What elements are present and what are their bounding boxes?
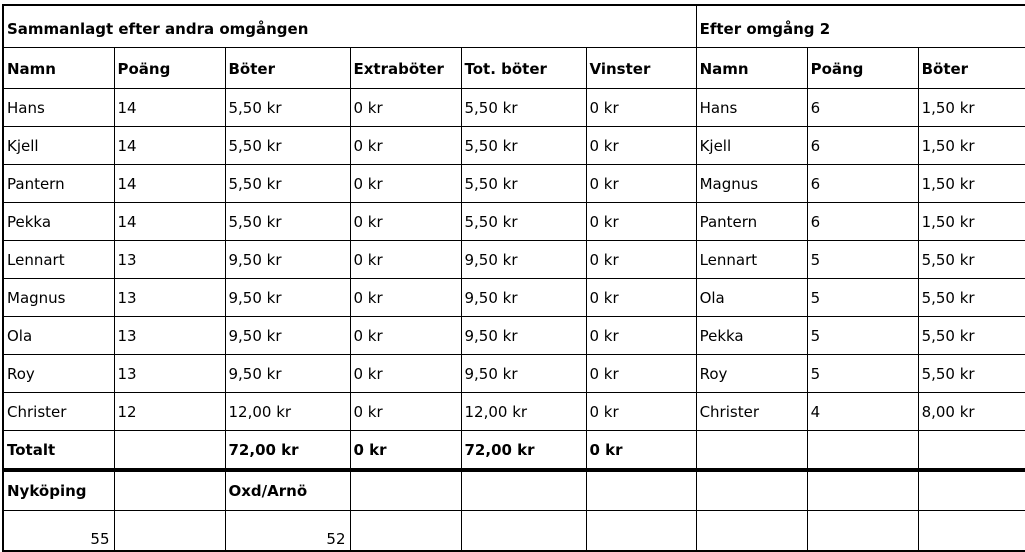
name-cell[interactable]: Hans — [3, 89, 114, 127]
round-points-cell[interactable]: 5 — [807, 279, 918, 317]
header-cell[interactable]: Namn — [3, 48, 114, 89]
totals-total[interactable]: 72,00 kr — [461, 431, 586, 471]
round-name-cell[interactable]: Pekka — [696, 317, 807, 355]
empty-cell[interactable] — [114, 511, 225, 552]
round-name-cell[interactable]: Magnus — [696, 165, 807, 203]
header-cell[interactable]: Tot. böter — [461, 48, 586, 89]
empty-cell[interactable] — [586, 470, 696, 511]
round-name-cell[interactable]: Roy — [696, 355, 807, 393]
round-points-cell[interactable]: 5 — [807, 355, 918, 393]
empty-cell[interactable] — [807, 511, 918, 552]
empty-cell[interactable] — [114, 431, 225, 471]
points-cell[interactable]: 14 — [114, 165, 225, 203]
header-cell[interactable]: Poäng — [114, 48, 225, 89]
wins-cell[interactable]: 0 kr — [586, 317, 696, 355]
table-row — [3, 127, 1025, 165]
empty-cell[interactable] — [114, 470, 225, 511]
totals-extra[interactable]: 0 kr — [350, 431, 461, 471]
section-title-overall[interactable]: Sammanlagt efter andra omgången — [3, 5, 696, 48]
table-row — [3, 393, 1025, 431]
round-points-cell[interactable]: 4 — [807, 393, 918, 431]
fines-cell[interactable]: 5,50 kr — [225, 127, 350, 165]
section-title-round[interactable]: Efter omgång 2 — [696, 5, 1025, 48]
team2-score[interactable]: 52 — [225, 511, 350, 552]
fines-cell[interactable]: 9,50 kr — [225, 355, 350, 393]
points-cell[interactable]: 13 — [114, 355, 225, 393]
round-fines-cell[interactable]: 1,50 kr — [918, 127, 1025, 165]
totals-label[interactable]: Totalt — [3, 431, 114, 471]
extra-fines-cell[interactable]: 0 kr — [350, 165, 461, 203]
round-name-cell[interactable]: Pantern — [696, 203, 807, 241]
empty-cell[interactable] — [696, 431, 807, 471]
team-name-row — [3, 470, 1025, 511]
wins-cell[interactable]: 0 kr — [586, 393, 696, 431]
total-fines-cell[interactable]: 9,50 kr — [461, 241, 586, 279]
round-name-cell[interactable]: Christer — [696, 393, 807, 431]
points-cell[interactable]: 14 — [114, 127, 225, 165]
wins-cell[interactable]: 0 kr — [586, 241, 696, 279]
points-cell[interactable]: 12 — [114, 393, 225, 431]
empty-cell[interactable] — [461, 511, 586, 552]
table-row — [3, 165, 1025, 203]
round-fines-cell[interactable]: 5,50 kr — [918, 355, 1025, 393]
extra-fines-cell[interactable]: 0 kr — [350, 317, 461, 355]
round-fines-cell[interactable]: 8,00 kr — [918, 393, 1025, 431]
total-fines-cell[interactable]: 5,50 kr — [461, 203, 586, 241]
wins-cell[interactable]: 0 kr — [586, 127, 696, 165]
empty-cell[interactable] — [461, 470, 586, 511]
name-cell[interactable]: Roy — [3, 355, 114, 393]
extra-fines-cell[interactable]: 0 kr — [350, 355, 461, 393]
round-name-cell[interactable]: Ola — [696, 279, 807, 317]
table-row — [3, 203, 1025, 241]
extra-fines-cell[interactable]: 0 kr — [350, 89, 461, 127]
wins-cell[interactable]: 0 kr — [586, 203, 696, 241]
name-cell[interactable]: Kjell — [3, 127, 114, 165]
empty-cell[interactable] — [807, 470, 918, 511]
fines-cell[interactable]: 9,50 kr — [225, 241, 350, 279]
totals-fines[interactable]: 72,00 kr — [225, 431, 350, 471]
round-points-cell[interactable]: 5 — [807, 317, 918, 355]
table-row — [3, 355, 1025, 393]
header-cell[interactable]: Böter — [918, 48, 1025, 89]
name-cell[interactable]: Christer — [3, 393, 114, 431]
extra-fines-cell[interactable]: 0 kr — [350, 203, 461, 241]
fines-cell[interactable]: 9,50 kr — [225, 317, 350, 355]
header-cell[interactable]: Böter — [225, 48, 350, 89]
points-cell[interactable]: 14 — [114, 203, 225, 241]
empty-cell[interactable] — [918, 470, 1025, 511]
fines-cell[interactable]: 9,50 kr — [225, 279, 350, 317]
extra-fines-cell[interactable]: 0 kr — [350, 279, 461, 317]
team2-name[interactable]: Oxd/Arnö — [225, 470, 350, 511]
extra-fines-cell[interactable]: 0 kr — [350, 127, 461, 165]
table-row — [3, 279, 1025, 317]
empty-cell[interactable] — [696, 470, 807, 511]
points-cell[interactable]: 13 — [114, 317, 225, 355]
round-name-cell[interactable]: Kjell — [696, 127, 807, 165]
fines-cell[interactable]: 5,50 kr — [225, 165, 350, 203]
points-cell[interactable]: 13 — [114, 279, 225, 317]
header-row — [3, 48, 1025, 89]
name-cell[interactable]: Pekka — [3, 203, 114, 241]
round-fines-cell[interactable]: 1,50 kr — [918, 203, 1025, 241]
empty-cell[interactable] — [918, 431, 1025, 471]
wins-cell[interactable]: 0 kr — [586, 355, 696, 393]
total-fines-cell[interactable]: 9,50 kr — [461, 279, 586, 317]
round-points-cell[interactable]: 5 — [807, 241, 918, 279]
total-fines-cell[interactable]: 5,50 kr — [461, 127, 586, 165]
fines-cell[interactable]: 5,50 kr — [225, 89, 350, 127]
name-cell[interactable]: Ola — [3, 317, 114, 355]
header-cell[interactable]: Poäng — [807, 48, 918, 89]
total-fines-cell[interactable]: 9,50 kr — [461, 355, 586, 393]
wins-cell[interactable]: 0 kr — [586, 165, 696, 203]
empty-cell[interactable] — [696, 511, 807, 552]
wins-cell[interactable]: 0 kr — [586, 279, 696, 317]
points-cell[interactable]: 13 — [114, 241, 225, 279]
round-fines-cell[interactable]: 5,50 kr — [918, 317, 1025, 355]
round-name-cell[interactable]: Lennart — [696, 241, 807, 279]
team1-name[interactable]: Nyköping — [3, 470, 114, 511]
title-row — [3, 5, 1025, 48]
round-points-cell[interactable]: 6 — [807, 203, 918, 241]
total-fines-cell[interactable]: 12,00 kr — [461, 393, 586, 431]
name-cell[interactable]: Lennart — [3, 241, 114, 279]
wins-cell[interactable]: 0 kr — [586, 89, 696, 127]
fines-cell[interactable]: 12,00 kr — [225, 393, 350, 431]
extra-fines-cell[interactable]: 0 kr — [350, 241, 461, 279]
team1-score[interactable]: 55 — [3, 511, 114, 552]
empty-cell[interactable] — [350, 511, 461, 552]
round-fines-cell[interactable]: 1,50 kr — [918, 165, 1025, 203]
table-row — [3, 89, 1025, 127]
name-cell[interactable]: Pantern — [3, 165, 114, 203]
empty-cell[interactable] — [350, 470, 461, 511]
round-points-cell[interactable]: 6 — [807, 89, 918, 127]
total-fines-cell[interactable]: 5,50 kr — [461, 89, 586, 127]
fines-cell[interactable]: 5,50 kr — [225, 203, 350, 241]
round-fines-cell[interactable]: 1,50 kr — [918, 89, 1025, 127]
round-points-cell[interactable]: 6 — [807, 127, 918, 165]
results-spreadsheet — [2, 4, 1025, 552]
round-points-cell[interactable]: 6 — [807, 165, 918, 203]
round-fines-cell[interactable]: 5,50 kr — [918, 279, 1025, 317]
empty-cell[interactable] — [586, 511, 696, 552]
total-fines-cell[interactable]: 9,50 kr — [461, 317, 586, 355]
empty-cell[interactable] — [807, 431, 918, 471]
header-cell[interactable]: Vinster — [586, 48, 696, 89]
totals-wins[interactable]: 0 kr — [586, 431, 696, 471]
totals-row — [3, 431, 1025, 471]
empty-cell[interactable] — [918, 511, 1025, 552]
extra-fines-cell[interactable]: 0 kr — [350, 393, 461, 431]
table-row — [3, 317, 1025, 355]
total-fines-cell[interactable]: 5,50 kr — [461, 165, 586, 203]
table-row — [3, 241, 1025, 279]
team-score-row — [3, 511, 1025, 552]
points-cell[interactable]: 14 — [114, 89, 225, 127]
header-cell[interactable]: Namn — [696, 48, 807, 89]
round-name-cell[interactable]: Hans — [696, 89, 807, 127]
header-cell[interactable]: Extraböter — [350, 48, 461, 89]
name-cell[interactable]: Magnus — [3, 279, 114, 317]
round-fines-cell[interactable]: 5,50 kr — [918, 241, 1025, 279]
